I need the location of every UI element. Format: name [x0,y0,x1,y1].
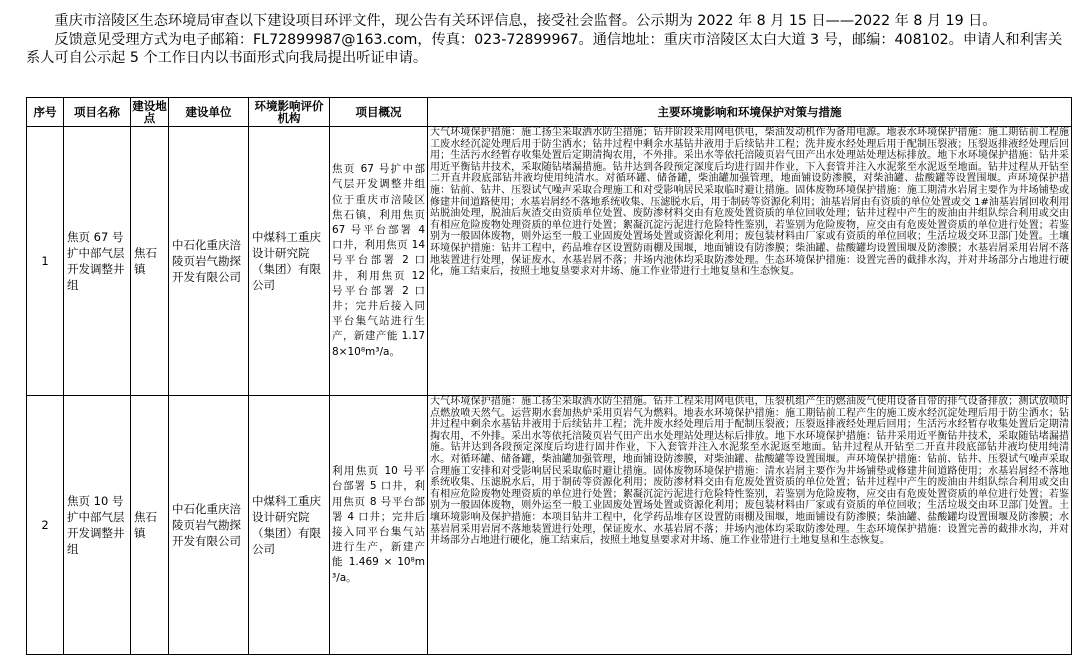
row-measures: 大气环境保护措施：施工扬尘采取洒水防尘措施。钻井工程采用网电供电，压裂机组产生的燃油废气使用设备自带的排气设备排放；测试放喷时点燃放喷天然气。运营期水套加热炉采用页岩气为燃料。地表水环境保护措施：施工期钻前工程产生的施工废水经沉淀处理后用于防尘洒水；钻井过程中剩余水基钻井液用于后续钻井工程；洗井废水经处理后用于配制压裂液；压裂返排液经处理后回用；生活污水经暂存收集处置后定期清掏农用，不外排。采出水等依托涪陵页岩气田产出水处理站处理达标后排放。地下水环境保护措施：钻井采用近平衡钻井技术，采取随钻堵漏措施。钻井达到各段预定深度后均进行固井作业，下入套管并注入水泥浆至水泥返至地面。钻井过程从开钻至二开直井段底部钻井液均使用纯清水。对循环罐、储备罐，柴油罐加强管理，地面铺设防渗膜，对柴油罐、盐酸罐等设置围堰。声环境保护措施：钻前、钻井、压裂试气噪声采取合理施工安排和对受影响居民采取临时避让措施。固体废物环境保护措施：清水岩屑主要作为井场铺垫或修建井间道路使用；水基岩屑经不落地系统收集、压滤脱水后，用于制砖等资源化利用；废防渗材料交由有危废处置资质的单位处置；钻井过程中产生的废油由井组队综合利用或交由有相应危险废物处理资质的单位进行处置；絮凝沉淀污泥进行危险特性鉴别，若鉴别为危险废物，应交由有危废处置资质的单位进行处置；若鉴别为一般固体废物，则外运至一般工业固废处置场处置或资源化利用；废包装材料由厂家或有资质的单位回收；生活垃圾交由环卫部门处置。土壤环境影响及保护措施：本项目钻井工程中，化学药品堆存区设置防雨棚及围堰，地面铺设有防渗膜；柴油罐、盐酸罐均设置围堰及防渗膜；水基岩屑采用岩屑不落地装置进行处理，保证废水、水基岩屑不落；井场内池体均采取防渗处理。生态环境保护措施：设置完善的截排水沟，并对井场部分占地进行硬化，施工结束后，按照土地复垦要求对井场、施工作业带进行土地复垦和生态恢复。 [428,396,1072,655]
row-builder: 中石化重庆涪陵页岩气勘探开发有限公司 [169,396,249,655]
row-builder: 中石化重庆涪陵页岩气勘探开发有限公司 [169,127,249,396]
project-table [26,97,1072,655]
header-eia-agency: 环境影响评价机构 [249,98,330,127]
row-eia-agency: 中煤科工重庆设计研究院（集团）有限公司 [249,396,330,655]
row-no: 2 [27,396,64,655]
header-overview: 项目概况 [330,98,428,127]
row-eia-agency: 中煤科工重庆设计研究院（集团）有限公司 [249,127,330,396]
row-project-name: 焦页 10 号扩中部气层开发调整井组 [64,396,131,655]
row-project-name: 焦页 67 号扩中部气层开发调整井组 [64,127,131,396]
row-location: 焦石镇 [131,396,169,655]
header-project-name: 项目名称 [64,98,131,127]
table-row [27,396,1072,655]
header-measures: 主要环境影响和环境保护对策与措施 [428,98,1072,127]
notice-paragraph-contact: 反馈意见受理方式为电子邮箱：FL72899987@163.com，传真：023-72899967。通信地址：重庆市涪陵区太白大道 3 号，邮编：408102。申请人和利害关系人可自公示起 5 个工作日内以书面形式向我局提出听证申请。 [26,31,1063,67]
table-header-row [27,98,1072,127]
row-overview: 利用焦页 10 号平台部署 5 口井，利用焦页 8 号平台部署 4 口井；完井后接入同平台集气站进行生产，新建产能 1.469 × 10⁸m³/a。 [330,396,428,655]
header-builder: 建设单位 [169,98,249,127]
table-row [27,127,1072,396]
notice-paragraph-period: 重庆市涪陵区生态环境局审查以下建设项目环评文件，现公告有关环评信息，接受社会监督。公示期为 2022 年 8 月 15 日——2022 年 8 月 19 日。 [54,13,997,29]
row-location: 焦石镇 [131,127,169,396]
row-measures: 大气环境保护措施：施工扬尘采取洒水防尘措施；钻井阶段采用网电供电，柴油发动机作为备用电源。地表水环境保护措施：施工期钻前工程施工废水经沉淀处理后用于防尘洒水；钻井过程中剩余水基钻井液用于后续钻井工程；洗井废水经处理后用于配制压裂液；压裂返排液经处理后回用；生活污水经暂存收集处置后定期清掏农用，不外排。采出水等依托涪陵页岩气田产出水处理站处理达标排放。地下水环境保护措施：钻井采用近平衡钻井技术，采取随钻堵漏措施。钻井达到各段预定深度后均进行固井作业，下入套管并注入水泥浆至水泥返至地面。钻井过程从开钻至二开直井段底部钻井液均使用纯清水。对循环罐、储备罐，柴油罐加强管理，地面铺设防渗膜，对柴油罐、盐酸罐等设置围堰。声环境保护措施：钻前、钻井、压裂试气噪声采取合理施工和对受影响居民采取临时避让措施。固体废物环境保护措施：施工期清水岩屑主要作为井场铺垫或修建井间道路使用；水基岩屑经不落地系统收集、压滤脱水后，用于制砖等资源化利用；油基岩屑由有资质的单位处置或交 1#油基岩屑回收利用站脱油处理，脱油后灰渣交由资质单位处置、废防渗材料交由有危废处置资质的单位回收处理；钻井过程中产生的废油由井组队综合利用或交由有相应危险废物处理资质的单位进行处置；絮凝沉淀污泥进行危险特性鉴别，若鉴别为危险废物，应交由有危废处置资质的单位进行处置；若鉴别为一般固体废物，则外运至一般工业固废处置场处置或资源化利用；废包装材料由厂家或有资质的单位回收；生活垃圾交环卫部门处置。土壤环境保护措施：钻井工程中，药品堆存区设置防雨棚及围堰，地面铺设有防渗膜；柴油罐、盐酸罐均设置围堰及防渗膜；水基岩屑采用岩屑不落地装置进行处理，保证废水、水基岩屑不落；井场内池体均采取防渗处理。生态环境保护措施：设置完善的截排水沟，并对井场部分占地进行硬化，施工结束后，按照土地复垦要求对井场、施工作业带进行土地复垦和生态恢复。 [428,127,1072,396]
header-no: 序号 [27,98,64,127]
row-overview: 焦页 67 号扩中部气层开发调整井组位于重庆市涪陵区焦石镇，利用焦页 67 号平台部署 4 口井，利用焦页 14 号平台部署 2 口井，利用焦页 12 号平台部署 2 口井；完井后接入同平台集气站进行生产，新建产能 1.178×10⁸m³/a。 [330,127,428,396]
row-no: 1 [27,127,64,396]
header-location: 建设地点 [132,99,167,125]
notice-intro [26,12,1068,68]
